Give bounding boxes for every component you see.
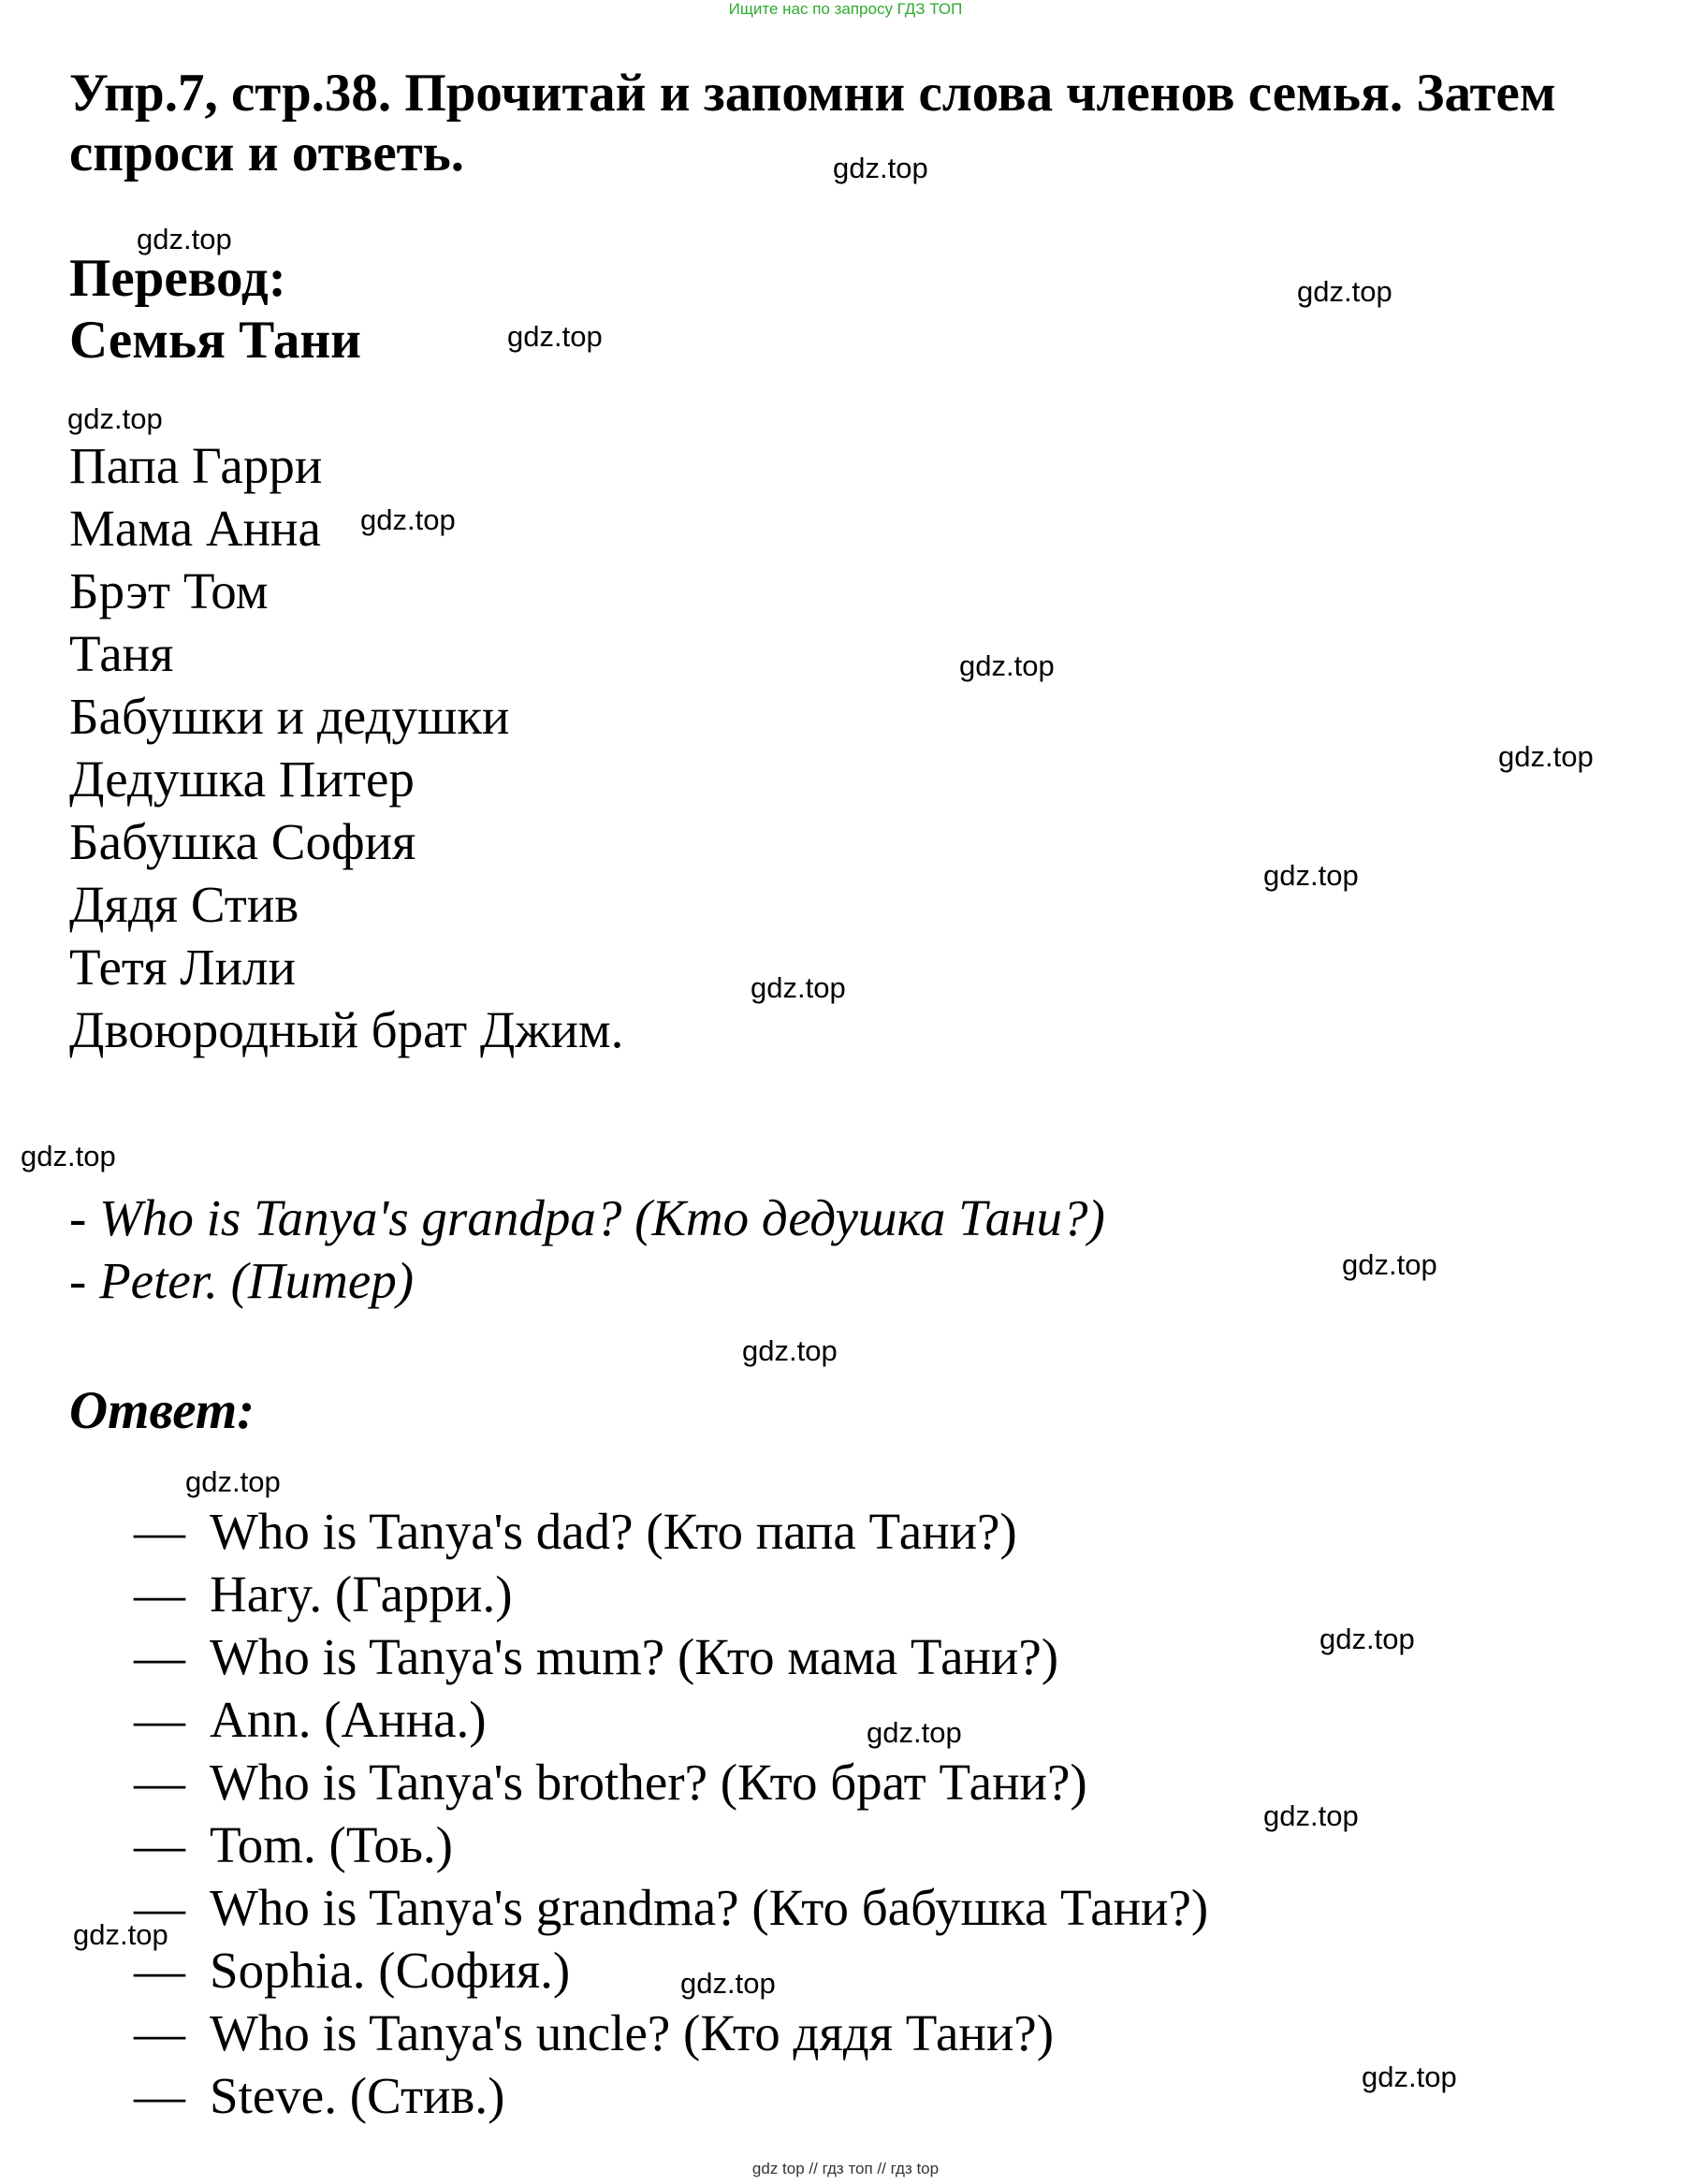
family-line: Дядя Стив: [69, 876, 299, 933]
dash-marker: —: [134, 1503, 185, 1560]
dash-marker: —: [134, 1816, 185, 1873]
answer-line: Steve. (Стив.): [210, 2067, 505, 2124]
watermark: gdz.top: [1362, 2060, 1457, 2093]
answer-line: Ann. (Анна.): [210, 1691, 487, 1748]
answer-line: Tom. (Тоь.): [210, 1816, 453, 1873]
family-line: Мама Анна: [69, 500, 321, 557]
exercise-title: Упр.7, стр.38. Прочитай и запомни слова членов семья. Затем спроси и ответь.: [69, 64, 1556, 182]
watermark: gdz.top: [959, 649, 1055, 682]
family-line: Двоюродный брат Джим.: [69, 1001, 624, 1058]
watermark: gdz.top: [1297, 275, 1392, 308]
watermark: gdz.top: [67, 402, 163, 435]
answer-line: Who is Tanya's brother? (Кто брат Тани?): [210, 1754, 1087, 1811]
family-line: Бабушка София: [69, 813, 416, 870]
watermark: gdz.top: [507, 320, 603, 353]
watermark: gdz.top: [867, 1716, 962, 1749]
watermark: gdz.top: [360, 503, 456, 536]
watermark: gdz.top: [185, 1465, 281, 1498]
watermark: gdz.top: [751, 971, 846, 1004]
dash-marker: —: [134, 1942, 185, 1999]
example-question: - Who is Tanya's grandpa? (Кто дедушка Тани?): [69, 1189, 1105, 1246]
watermark: gdz.top: [1342, 1248, 1437, 1281]
watermark: gdz.top: [137, 223, 232, 255]
watermark: gdz.top: [680, 1967, 776, 2000]
watermark: gdz.top: [1263, 1799, 1359, 1832]
answer-line: Who is Tanya's grandma? (Кто бабушка Тани?): [210, 1879, 1209, 1936]
answer-line: Who is Tanya's mum? (Кто мама Тани?): [210, 1628, 1059, 1685]
answer-line: Who is Tanya's uncle? (Кто дядя Тани?): [210, 2004, 1055, 2061]
family-line: Бабушки и дедушки: [69, 688, 510, 745]
dash-marker: —: [134, 1628, 185, 1685]
family-line: Дедушка Питер: [69, 750, 415, 808]
example-answer: - Peter. (Питер): [69, 1252, 415, 1309]
dash-marker: —: [134, 2004, 185, 2061]
family-line: Папа Гарри: [69, 437, 323, 494]
answer-label: Ответ:: [69, 1381, 255, 1440]
top-banner: Ищите нас по запросу ГДЗ ТОП: [728, 0, 963, 18]
watermark: gdz.top: [21, 1140, 116, 1172]
translation-label: Перевод:: [69, 249, 286, 308]
dash-marker: —: [134, 1565, 185, 1623]
answer-line: Who is Tanya's dad? (Кто папа Тани?): [210, 1503, 1017, 1560]
watermark: gdz.top: [1319, 1623, 1415, 1655]
dash-marker: —: [134, 1691, 185, 1748]
dash-marker: —: [134, 1754, 185, 1811]
family-subtitle: Семья Тани: [69, 311, 361, 370]
watermark: gdz.top: [833, 152, 928, 184]
answer-line: Hary. (Гарри.): [210, 1565, 513, 1623]
dash-marker: —: [134, 2067, 185, 2124]
family-line: Таня: [69, 625, 174, 682]
answer-line: Sophia. (София.): [210, 1942, 571, 1999]
dash-marker: —: [134, 1879, 185, 1936]
family-line: Брэт Том: [69, 562, 269, 619]
watermark: gdz.top: [1498, 740, 1594, 773]
watermark: gdz.top: [1263, 859, 1359, 892]
family-line: Тетя Лили: [69, 939, 296, 996]
watermark: gdz.top: [73, 1918, 168, 1951]
bottom-banner: gdz top // гдз топ // гдз top: [751, 2160, 940, 2177]
watermark: gdz.top: [742, 1334, 838, 1367]
